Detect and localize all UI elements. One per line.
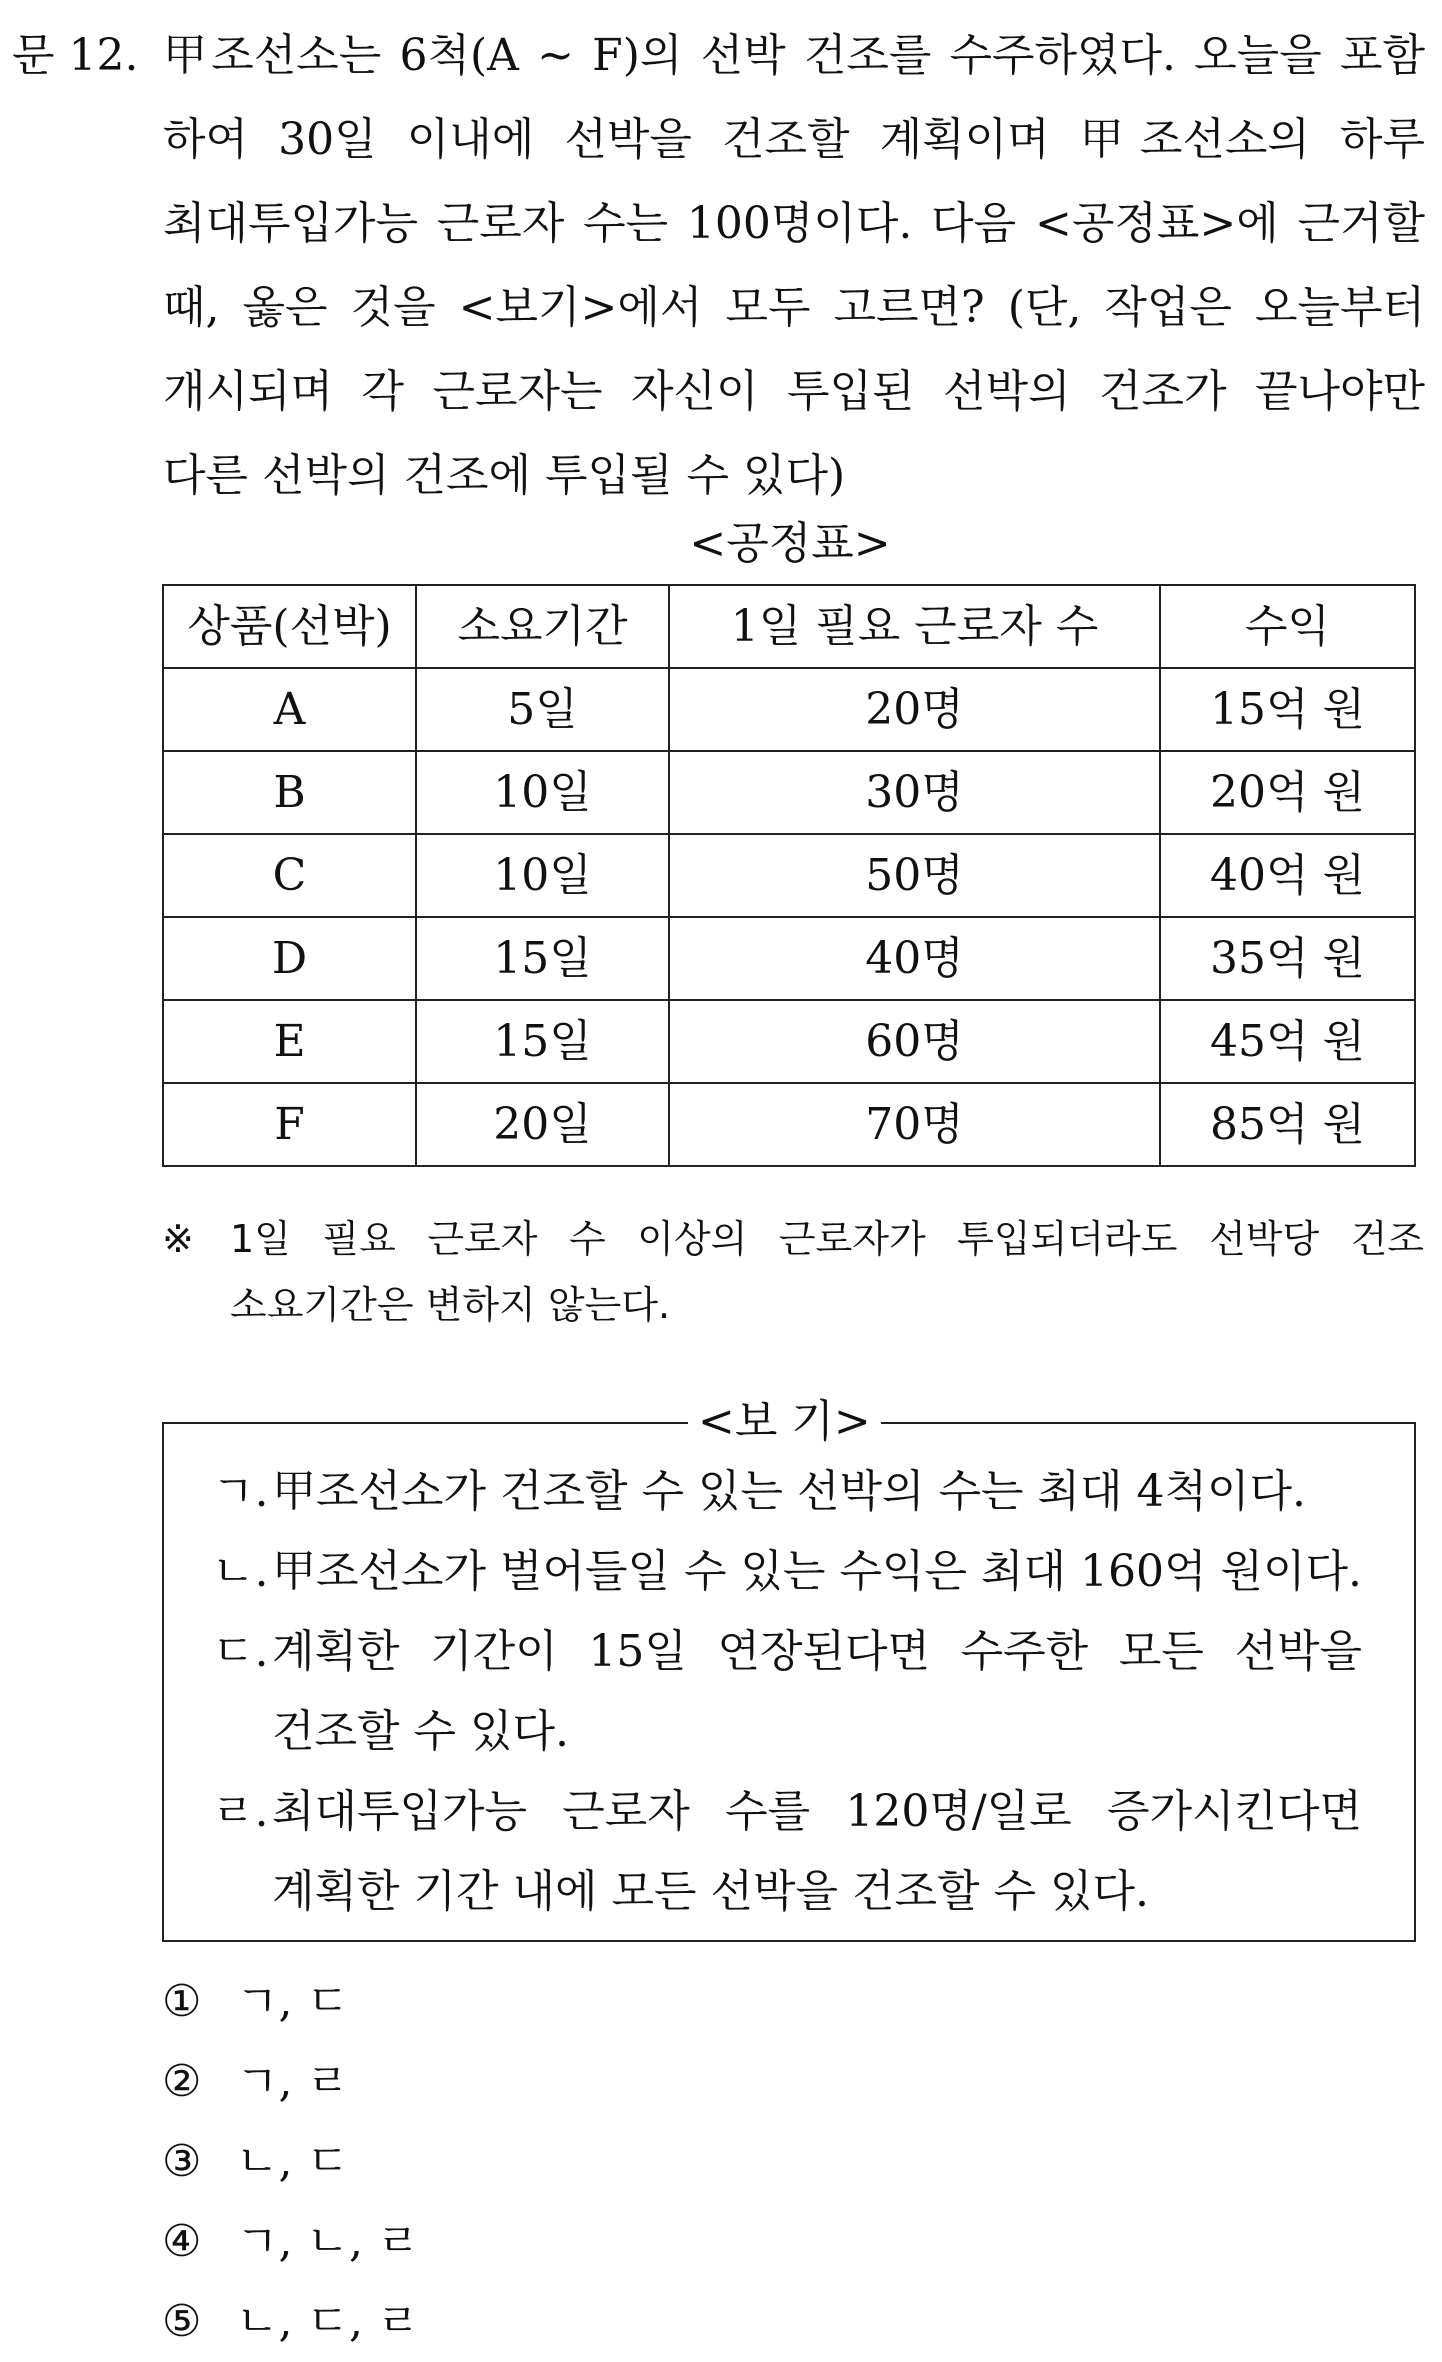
cell-duration: 15일 [416, 1000, 669, 1083]
stem-line: 최대투입가능 근로자 수는 100명이다. 다음 <공정표>에 근거할 [163, 198, 1425, 249]
stem-line: 甲조선소는 6척(A ~ F)의 선박 건조를 수주하였다. 오늘을 포함 [163, 30, 1425, 81]
choice-number: ② [162, 2056, 202, 2107]
choice-text: ㄴ, ㄷ [236, 2136, 349, 2187]
table-header-row [163, 585, 1415, 668]
cell-revenue: 45억 원 [1160, 1000, 1415, 1083]
cell-revenue: 15억 원 [1160, 668, 1415, 751]
choice-number: ① [162, 1976, 202, 2027]
bogi-title: <보 기> [688, 1386, 881, 1458]
table-row [163, 834, 1415, 917]
choice-4[interactable] [162, 2202, 419, 2282]
table-row [163, 917, 1415, 1000]
bogi-item-digeut [212, 1612, 1362, 1772]
cell-revenue: 35억 원 [1160, 917, 1415, 1000]
schedule-table [162, 584, 1416, 1167]
stem-line: 개시되며 각 근로자는 자신이 투입된 선박의 건조가 끝나야만 [163, 366, 1425, 417]
bogi-label: ㄷ. [212, 1626, 269, 1677]
cell-ship: A [163, 668, 416, 751]
choice-5[interactable] [162, 2282, 419, 2362]
stem-line: 때, 옳은 것을 <보기>에서 모두 고르면? (단, 작업은 오늘부터 [163, 282, 1425, 333]
header-workers: 1일 필요 근로자 수 [669, 585, 1160, 668]
bogi-item-giyeok [212, 1452, 1362, 1532]
cell-workers: 60명 [669, 1000, 1160, 1083]
header-duration: 소요기간 [416, 585, 669, 668]
cell-revenue: 20억 원 [1160, 751, 1415, 834]
choice-number: ④ [162, 2216, 202, 2267]
question-stem [163, 14, 1425, 518]
stem-line: 다른 선박의 건조에 투입될 수 있다) [163, 450, 846, 501]
cell-workers: 70명 [669, 1083, 1160, 1166]
bogi-item-nieun [212, 1532, 1362, 1612]
bogi-line: 최대투입가능 근로자 수를 120명/일로 증가시킨다면 [272, 1786, 1362, 1837]
bogi-item-rieul [212, 1772, 1362, 1932]
cell-revenue: 40억 원 [1160, 834, 1415, 917]
bogi-label: ㄱ. [212, 1466, 269, 1517]
note-line: 소요기간은 변하지 않는다. [230, 1283, 671, 1327]
header-ship: 상품(선박) [163, 585, 416, 668]
choice-3[interactable] [162, 2122, 419, 2202]
choice-number: ⑤ [162, 2296, 202, 2347]
bogi-box [162, 1396, 1416, 1942]
choice-text: ㄱ, ㄷ [236, 1976, 349, 2027]
cell-duration: 5일 [416, 668, 669, 751]
choice-text: ㄴ, ㄷ, ㄹ [236, 2296, 420, 2347]
choice-text: ㄱ, ㄴ, ㄹ [236, 2216, 420, 2267]
bogi-line: 건조할 수 있다. [272, 1706, 569, 1757]
cell-duration: 15일 [416, 917, 669, 1000]
cell-ship: F [163, 1083, 416, 1166]
answer-choices [162, 1962, 419, 2362]
cell-revenue: 85억 원 [1160, 1083, 1415, 1166]
bogi-label: ㄹ. [212, 1786, 269, 1837]
header-revenue: 수익 [1160, 585, 1415, 668]
question-number: 문 12. [12, 30, 139, 81]
cell-workers: 50명 [669, 834, 1160, 917]
bogi-line: 甲조선소가 벌어들일 수 있는 수익은 최대 160억 원이다. [272, 1546, 1362, 1597]
schedule-table-title: <공정표> [689, 518, 891, 569]
cell-ship: C [163, 834, 416, 917]
choice-text: ㄱ, ㄹ [236, 2056, 349, 2107]
bogi-items [212, 1452, 1362, 1932]
cell-duration: 20일 [416, 1083, 669, 1166]
table-note [162, 1206, 1424, 1338]
bogi-line: 계획한 기간이 15일 연장된다면 수주한 모든 선박을 [272, 1626, 1362, 1677]
cell-workers: 30명 [669, 751, 1160, 834]
bogi-line: 甲조선소가 건조할 수 있는 선박의 수는 최대 4척이다. [272, 1466, 1306, 1517]
cell-duration: 10일 [416, 834, 669, 917]
cell-workers: 40명 [669, 917, 1160, 1000]
choice-1[interactable] [162, 1962, 419, 2042]
note-mark: ※ [162, 1217, 194, 1261]
bogi-line: 계획한 기간 내에 모든 선박을 건조할 수 있다. [272, 1866, 1149, 1917]
table-row [163, 1083, 1415, 1166]
cell-ship: B [163, 751, 416, 834]
cell-ship: D [163, 917, 416, 1000]
choice-2[interactable] [162, 2042, 419, 2122]
note-line: 1일 필요 근로자 수 이상의 근로자가 투입되더라도 선박당 건조 [230, 1217, 1424, 1261]
cell-workers: 20명 [669, 668, 1160, 751]
bogi-label: ㄴ. [212, 1546, 269, 1597]
table-row [163, 668, 1415, 751]
choice-number: ③ [162, 2136, 202, 2187]
table-row [163, 1000, 1415, 1083]
cell-ship: E [163, 1000, 416, 1083]
stem-line: 하여 30일 이내에 선박을 건조할 계획이며 甲조선소의 하루 [163, 114, 1425, 165]
table-row [163, 751, 1415, 834]
cell-duration: 10일 [416, 751, 669, 834]
